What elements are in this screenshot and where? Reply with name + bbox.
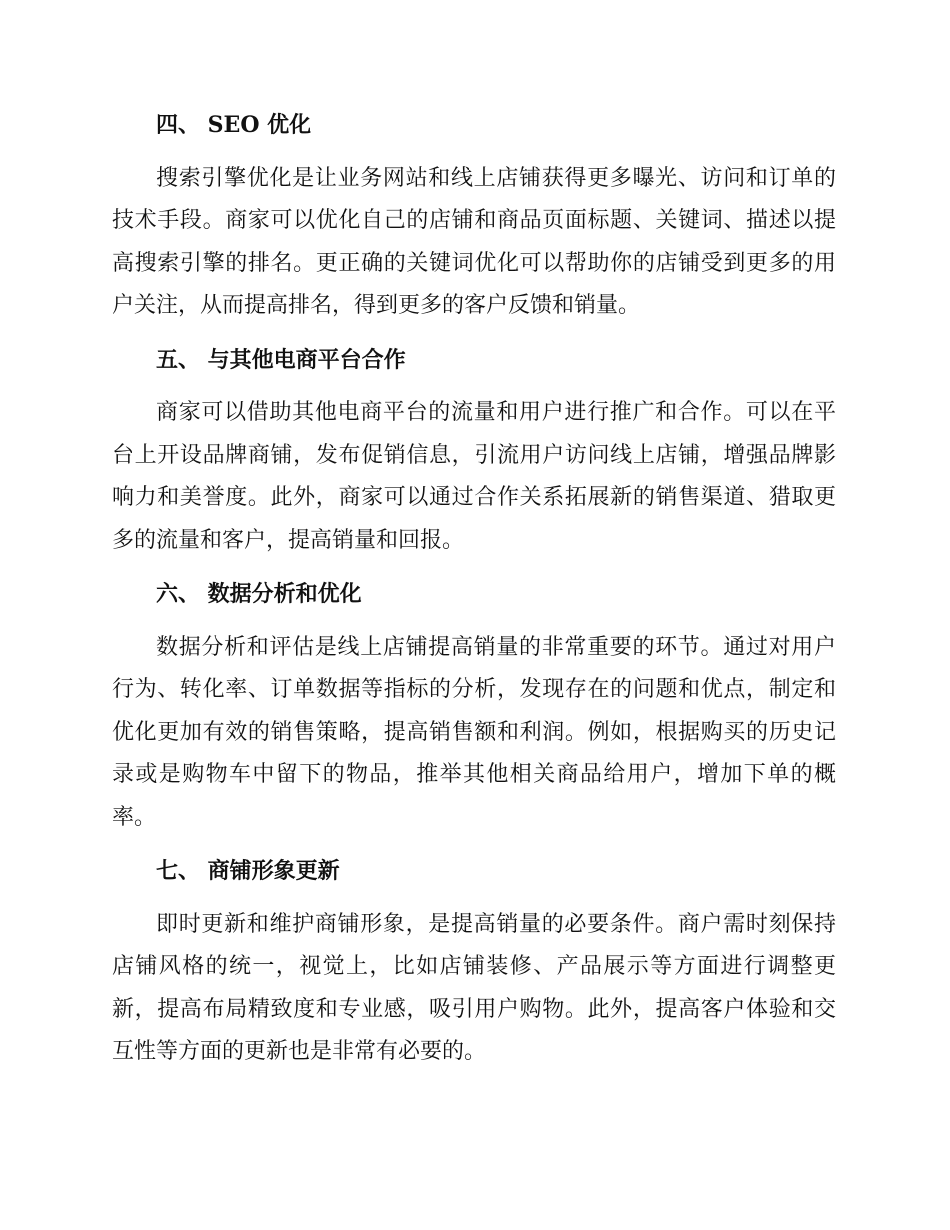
section-paragraph-seo: 搜索引擎优化是让业务网站和线上店铺获得更多曝光、访问和订单的技术手段。商家可以优化自己的店铺和商品页面标题、关键词、描述以提高搜索引擎的排名。更正确的关键词优化可以帮助你的店铺受到更多的用户关注，从而提高排名，得到更多的客户反馈和销量。 — [112, 165, 836, 318]
section-heading-seo: 四、 SEO 优化 — [156, 112, 312, 138]
section-paragraph-data-analysis: 数据分析和评估是线上店铺提高销量的非常重要的环节。通过对用户行为、转化率、订单数据等指标的分析，发现存在的问题和优点，制定和优化更加有效的销售策略，提高销售额和利润。例如，根据购买的历史记录或是购物车中留下的物品，推举其他相关商品给用户，增加下单的概率。 — [112, 634, 836, 830]
section-heading-platform-cooperation: 五、 与其他电商平台合作 — [156, 346, 406, 373]
section-paragraph-store-image: 即时更新和维护商铺形象，是提高销量的必要条件。商户需时刻保持店铺风格的统一，视觉上，比如店铺装修、产品展示等方面进行调整更新，提高布局精致度和专业感，吸引用户购物。此外，提高客户体验和交互性等方面的更新也是非常有必要的。 — [112, 911, 836, 1064]
section-heading-data-analysis: 六、 数据分析和优化 — [156, 581, 362, 607]
section-heading-store-image: 七、 商铺形象更新 — [156, 858, 340, 884]
document-body — [112, 104, 836, 1085]
section-paragraph-platform-cooperation: 商家可以借助其他电商平台的流量和用户进行推广和合作。可以在平台上开设品牌商铺，发布促销信息，引流用户访问线上店铺，增强品牌影响力和美誉度。此外，商家可以通过合作关系拓展新的销售渠道、猎取更多的流量和客户，提高销量和回报。 — [112, 400, 836, 553]
